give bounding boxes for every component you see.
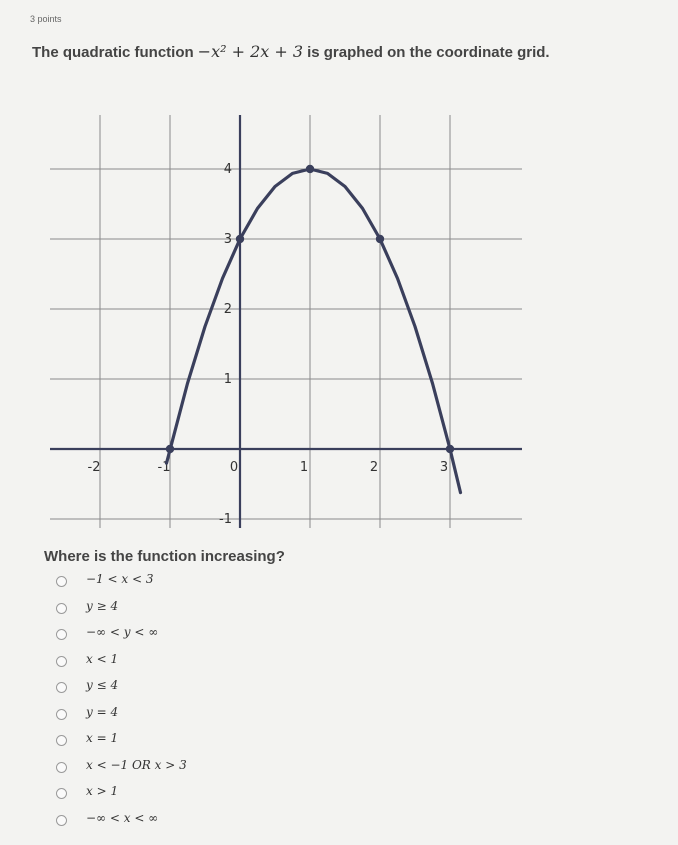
radio-button[interactable] bbox=[56, 788, 67, 799]
y-tick-label: -1 bbox=[219, 512, 232, 527]
answer-option[interactable] bbox=[56, 571, 316, 598]
x-tick-label: -1 bbox=[157, 460, 171, 475]
graph-point bbox=[376, 235, 384, 243]
answer-option-label: −∞ < y < ∞ bbox=[86, 625, 159, 639]
x-tick-label: 2 bbox=[369, 460, 379, 475]
answer-option[interactable] bbox=[56, 677, 316, 704]
answer-option-label: y ≥ 4 bbox=[86, 598, 119, 613]
points-label: 3 points bbox=[30, 14, 62, 24]
answer-option-label: −1 < x < 3 bbox=[86, 572, 154, 586]
answer-option-label: y ≤ 4 bbox=[86, 678, 119, 692]
x-tick-label: 1 bbox=[299, 460, 309, 475]
answer-option[interactable] bbox=[56, 704, 316, 731]
function-expression: −x² + 2x + 3 bbox=[197, 42, 304, 61]
answer-option[interactable] bbox=[56, 598, 316, 625]
radio-button[interactable] bbox=[56, 735, 67, 746]
y-tick-label: 1 bbox=[223, 372, 232, 387]
radio-button[interactable] bbox=[56, 815, 67, 826]
radio-button[interactable] bbox=[56, 629, 67, 640]
question-text: Where is the function increasing? bbox=[44, 548, 285, 565]
radio-button[interactable] bbox=[56, 682, 67, 693]
answer-option[interactable] bbox=[56, 757, 316, 784]
prompt-text-after: is graphed on the coordinate grid. bbox=[307, 44, 550, 61]
graph-point bbox=[236, 235, 244, 243]
graph-point bbox=[166, 445, 174, 453]
y-tick-label: 2 bbox=[223, 302, 232, 317]
answer-option[interactable] bbox=[56, 624, 316, 651]
graph-point bbox=[446, 445, 454, 453]
radio-button[interactable] bbox=[56, 603, 67, 614]
answer-option[interactable] bbox=[56, 810, 316, 837]
answer-option-label: x < 1 bbox=[86, 651, 119, 666]
prompt-text-before: The quadratic function bbox=[32, 44, 194, 61]
answer-option[interactable] bbox=[56, 651, 316, 678]
answer-option[interactable] bbox=[56, 783, 316, 810]
answer-option-label: x > 1 bbox=[86, 784, 119, 798]
graph-point bbox=[306, 165, 314, 173]
x-tick-label: 0 bbox=[229, 460, 239, 475]
answer-option-label: −∞ < x < ∞ bbox=[86, 810, 159, 825]
x-tick-label: -2 bbox=[87, 460, 101, 475]
radio-button[interactable] bbox=[56, 576, 67, 587]
x-tick-label: 3 bbox=[439, 460, 449, 475]
answer-option-label: x = 1 bbox=[86, 731, 119, 745]
parabola-curve bbox=[167, 169, 461, 493]
radio-button[interactable] bbox=[56, 656, 67, 667]
answer-option-label: y = 4 bbox=[86, 704, 119, 719]
answer-options bbox=[56, 571, 316, 836]
y-tick-label: 4 bbox=[223, 162, 232, 177]
answer-option[interactable] bbox=[56, 730, 316, 757]
radio-button[interactable] bbox=[56, 762, 67, 773]
y-tick-label: 3 bbox=[223, 232, 232, 247]
radio-button[interactable] bbox=[56, 709, 67, 720]
tick-labels bbox=[88, 162, 449, 527]
parabola-series bbox=[167, 169, 461, 493]
answer-option-label: x < −1 OR x > 3 bbox=[86, 757, 187, 772]
